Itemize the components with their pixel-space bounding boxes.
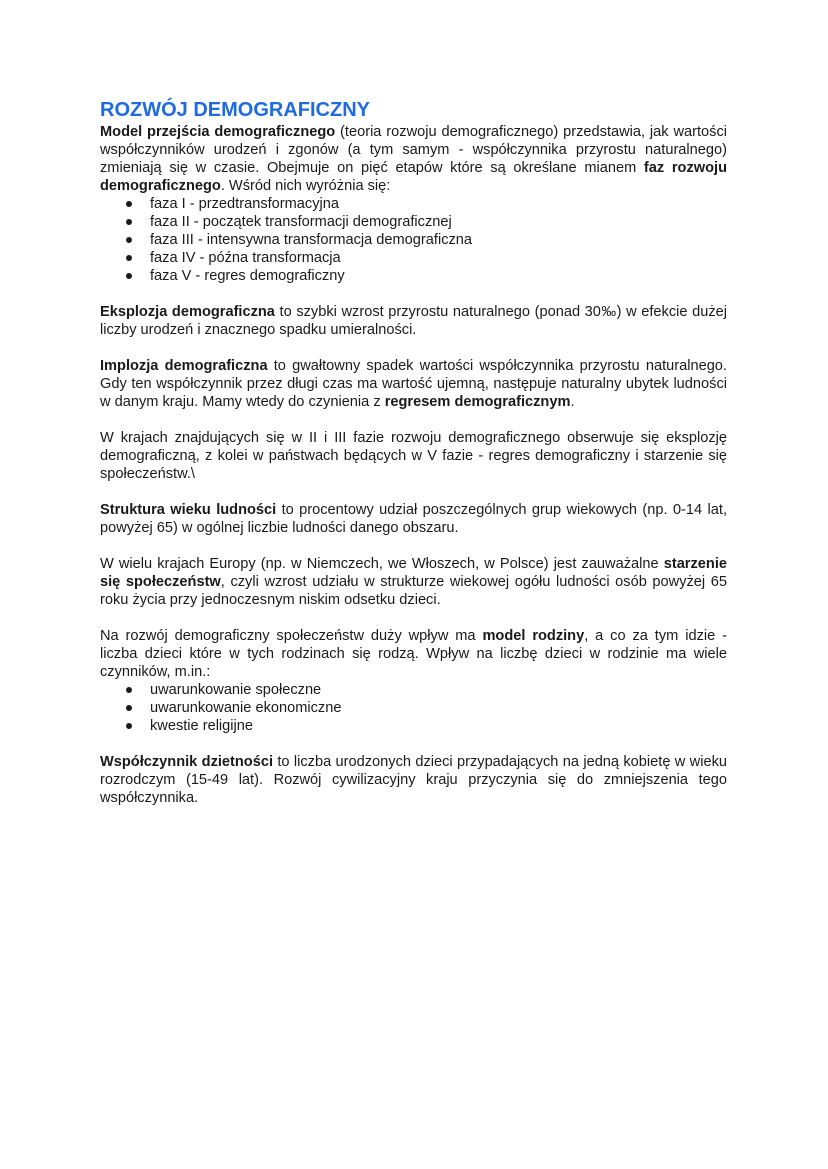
list-item: faza IV - późna transformacja xyxy=(100,249,727,267)
list-item: uwarunkowanie ekonomiczne xyxy=(100,699,727,717)
list-item: kwestie religijne xyxy=(100,717,727,735)
paragraph-population-ageing: W wielu krajach Europy (np. w Niemczech, we Włoszech, w Polsce) jest zauważalne starzenie się społeczeństw, czyli wzrost udziału w strukturze wiekowej ogółu ludności osób powyżej 65 roku życia przy jednoczesnym niskim odsetku dzieci. xyxy=(100,556,727,608)
term-population-ageing: starzenie się społeczeństw xyxy=(100,556,727,590)
paragraph-demographic-transition-model: Model przejścia demograficznego (teoria rozwoju demograficznego) przedstawia, jak wartości współczynników urodzeń i zgonów (a tym samym - współczynnika przyrostu naturalnego) zmieniają się w czasie. Obejmuje on pięć etapów które są określane mianem faz rozwoju demograficznego. Wśród nich wyróżnia się: xyxy=(100,124,727,194)
paragraph-demographic-implosion: Implozja demograficzna to gwałtowny spadek wartości współczynnika przyrostu naturalnego. Gdy ten współczynnik przez długi czas ma wartość ujemną, następuje naturalny ubytek ludności w danym kraju. Mamy wtedy do czynienia z regresem demograficznym. xyxy=(100,358,727,410)
paragraph-phases-summary: W krajach znajdujących się w II i III fazie rozwoju demograficznego obserwuje się eksplozję demograficzną, z kolei w państwach będących w V fazie - regres demograficzny i starzenie się społeczeństw.\ xyxy=(100,430,727,482)
list-item: uwarunkowanie społeczne xyxy=(100,681,727,699)
paragraph-family-model: Na rozwój demograficzny społeczeństw duży wpływ ma model rodziny, a co za tym idzie - liczba dzieci które w tych rodzinach się rodzą. Wpływ na liczbę dzieci w rodzinie ma wiele czynników, m.in.: xyxy=(100,628,727,680)
paragraph-fertility-rate: Współczynnik dzietności to liczba urodzonych dzieci przypadających na jedną kobietę w wieku rozrodczym (15-49 lat). Rozwój cywilizacyjny kraju przyczynia się do zmniejszenia tego współczynnika. xyxy=(100,754,727,806)
term-demographic-implosion: Implozja demograficzna xyxy=(100,358,268,374)
term-demographic-transition-model: Model przejścia demograficznego xyxy=(100,124,336,140)
list-item: faza II - początek transformacji demograficznej xyxy=(100,213,727,231)
paragraph-age-structure: Struktura wieku ludności to procentowy udział poszczególnych grup wiekowych (np. 0-14 lat, powyżej 65) w ogólnej liczbie ludności danego obszaru. xyxy=(100,502,727,536)
bullet-icon xyxy=(126,723,132,729)
factors-list xyxy=(100,681,727,735)
term-age-structure: Struktura wieku ludności xyxy=(100,502,277,518)
bullet-icon xyxy=(126,687,132,693)
bullet-icon xyxy=(126,255,132,261)
list-item: faza I - przedtransformacyjna xyxy=(100,195,727,213)
list-item: faza III - intensywna transformacja demograficzna xyxy=(100,231,727,249)
document-content xyxy=(100,98,727,807)
bullet-icon xyxy=(126,201,132,207)
phases-list xyxy=(100,195,727,285)
bullet-icon xyxy=(126,237,132,243)
bullet-icon xyxy=(126,273,132,279)
bullet-icon xyxy=(126,705,132,711)
term-fertility-rate: Współczynnik dzietności xyxy=(100,754,274,770)
list-item: faza V - regres demograficzny xyxy=(100,267,727,285)
term-demographic-phases: faz rozwoju demograficznego xyxy=(100,160,727,194)
term-demographic-regression: regresem demograficznym xyxy=(384,394,571,410)
page-title: ROZWÓJ DEMOGRAFICZNY xyxy=(100,99,370,121)
term-demographic-explosion: Eksplozja demograficzna xyxy=(100,304,275,320)
term-family-model: model rodziny xyxy=(482,628,585,644)
paragraph-demographic-explosion: Eksplozja demograficzna to szybki wzrost przyrostu naturalnego (ponad 30‰) w efekcie dużej liczby urodzeń i znacznego spadku umieralności. xyxy=(100,304,727,338)
bullet-icon xyxy=(126,219,132,225)
